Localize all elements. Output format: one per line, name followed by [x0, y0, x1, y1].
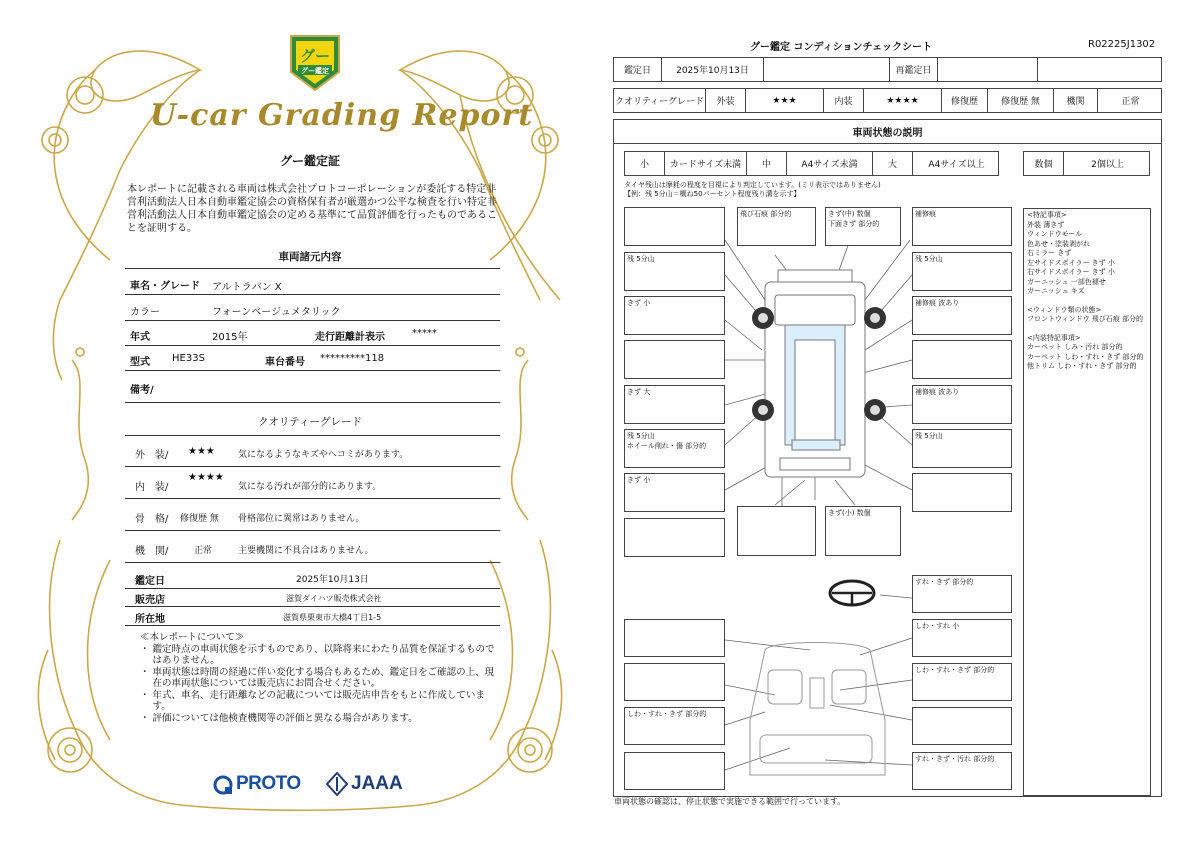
color-value: フォーンベージュメタリック — [212, 307, 341, 318]
exterior-stars: ★★★ — [188, 446, 215, 457]
quality-section-title: クオリティーグレード — [258, 416, 362, 428]
address-value: 滋賀県栗東市大橋4丁目1-5 — [283, 613, 382, 622]
note-box-int-front: しわ・すれ 小 — [912, 619, 1012, 657]
note-box-tire-rr: 残 5分山 — [912, 429, 1012, 468]
divider — [125, 530, 500, 531]
frame-comment: 骨格部位に異常はありません。 — [238, 514, 365, 524]
mileage-label: 走行距離計表示 — [315, 332, 385, 343]
special-note: 右サイドスポイラー きず 小 — [1027, 268, 1115, 276]
divider — [125, 345, 500, 346]
divider — [125, 562, 500, 563]
inspection-date-value: 2025年10月13日 — [296, 575, 369, 585]
remarks-label: 備考/ — [130, 385, 154, 396]
note-box-left-fender: きず 小 — [624, 296, 725, 335]
mileage-value: ***** — [412, 328, 437, 339]
exterior-comment: 気になるようなキズやヘコミがあります。 — [238, 450, 409, 460]
special-notes-panel — [1023, 208, 1151, 796]
grade-row — [613, 88, 1162, 113]
sheet-footer: 車両状態の確認は、停止状態で実施できる範囲で行っています。 — [614, 797, 846, 806]
divider — [125, 320, 500, 321]
ext-value: ★★★ — [746, 89, 824, 112]
reinspect-value — [938, 58, 1038, 81]
special-note: 外装 薄きず — [1027, 220, 1065, 229]
divider — [125, 435, 500, 436]
proto-logo-icon — [213, 774, 235, 796]
engine-value: 正常 — [194, 546, 213, 556]
note-box-rear-bumper: きず(小) 数個 — [825, 506, 901, 556]
frame-label: 骨 格/ — [135, 514, 169, 525]
model-label: 型式 — [130, 357, 150, 368]
certificate-statement: 本レポートに記載される車両は株式会社プロトコーポレーションが委託する特定非営利活動法人日本自動車鑑定協会の資格保有者が厳選かつ公平な検査を行い特定非営利活動法人日本自動車鑑定協会の定める基準にて品質評価を行ったものであることを証明する。 — [127, 184, 497, 234]
note-box — [624, 752, 725, 790]
note-box — [624, 207, 725, 246]
special-note: 右ミラー きず — [1027, 249, 1072, 257]
year-label: 年式 — [130, 332, 150, 343]
count-legend — [1023, 151, 1150, 176]
note-item: ・ 鑑定時点の車両状態を示すものであり、以降将来にわたり品質を保証するものではありません。 — [140, 643, 495, 666]
sheet-code: R02225J1302 — [1088, 39, 1156, 50]
interior-note: カーペット しわ・すれ・きず 部分的 — [1027, 352, 1144, 361]
certificate-title: グー鑑定証 — [279, 154, 340, 168]
divider — [125, 625, 500, 626]
note-box-int-left: しわ・すれ・きず 部分的 — [624, 707, 725, 745]
grade-label: クオリティーグレード — [614, 89, 706, 112]
address-label: 所在地 — [135, 614, 165, 625]
special-notes-title: <特記事項> — [1027, 211, 1067, 219]
jaaa-logo: JAAA — [351, 773, 403, 794]
note-item: ・ 評価については他検査機関等の評価と異なる場合があります。 — [140, 712, 418, 724]
divider — [125, 268, 500, 269]
frame-value: 修復歴 無 — [180, 514, 219, 524]
badge-label: グー鑑定 — [301, 67, 329, 75]
engine-value: 正常 — [1121, 97, 1140, 107]
date-value: 2025年10月13日 — [662, 58, 764, 81]
int-label: 内装 — [824, 89, 864, 112]
repair-value: 修復歴 無 — [988, 89, 1054, 112]
note-box-int-rear: すれ・きず・汚れ 部分的 — [912, 752, 1012, 790]
window-note: フロントウィンドウ 飛び石痕 部分的 — [1027, 315, 1144, 323]
divider — [613, 143, 1162, 144]
tire-note: タイヤ残山は摩耗の程度を目視により判定しています。(ミリ表示ではありません) — [624, 181, 881, 189]
divider — [125, 370, 500, 371]
dealer-value: 滋賀ダイハツ販売株式会社 — [286, 594, 382, 603]
date-blank — [764, 58, 890, 81]
notes-title: ≪本レポートについて≫ — [140, 632, 245, 643]
divider — [125, 498, 500, 499]
repair-label: 修復歴 — [942, 89, 988, 112]
note-box-tire-fl: 残 5分山 — [624, 252, 725, 291]
model-value: HE33S — [172, 353, 205, 364]
note-box-front-right: 補修痕 — [912, 207, 1012, 246]
dealer-label: 販売店 — [135, 595, 165, 606]
size-large: 大 — [873, 152, 913, 175]
note-box-front-bumper: きず(中) 数個 下面きず 部分的 — [825, 207, 901, 246]
size-large-desc: A4サイズ以上 — [928, 160, 985, 170]
special-note: ガーニッシュ キズ — [1027, 287, 1085, 295]
size-legend — [624, 151, 999, 176]
note-box-tire-fr: 残 5分山 — [912, 252, 1012, 291]
interior-comment: 気になる汚れが部分的にあります。 — [238, 482, 382, 492]
note-box-int-seat: しわ・すれ・きず 部分的 — [912, 663, 1012, 701]
goo-appraisal-badge — [287, 30, 343, 94]
engine-label: 機 関/ — [135, 546, 169, 557]
engine-comment: 主要機関に不具合はありません。 — [238, 546, 374, 556]
size-small: 小 — [625, 152, 665, 175]
report-notes — [140, 632, 500, 724]
interior-note: カーペット しみ・汚れ 部分的 — [1027, 343, 1123, 351]
count-desc: 2個以上 — [1091, 160, 1124, 170]
size-mid-desc: A4サイズ未満 — [787, 152, 873, 175]
divider — [125, 402, 500, 403]
spec-section-title: 車両諸元内容 — [278, 251, 342, 263]
svg-text:グー: グー — [299, 47, 331, 65]
sheet-title: グー鑑定 コンディションチェックシート — [750, 42, 933, 53]
window-notes-title: <ウィンドウ類の状態> — [1027, 305, 1102, 314]
note-box-right-fender: 補修痕 波あり — [912, 296, 1012, 335]
note-box-right-door: 補修痕 波あり — [912, 385, 1012, 424]
note-box — [912, 473, 1012, 512]
proto-logo: PROTO — [236, 773, 301, 794]
note-item: ・ 車両状態は時間の経過に伴い変化する場合もあるため、鑑定日をご確認の上、現在の車両状態については販売店にお問合せください。 — [140, 666, 495, 689]
ext-label: 外装 — [706, 89, 746, 112]
note-box-front-glass: 飛び石痕 部分的 — [737, 207, 816, 246]
special-note: ウィンドウモール — [1027, 230, 1083, 238]
interior-notes-title: <内装特記事項> — [1027, 333, 1081, 342]
color-label: カラー — [130, 307, 160, 318]
int-value: ★★★★ — [864, 89, 942, 112]
interior-label: 内 装/ — [135, 482, 169, 493]
note-box — [624, 619, 725, 657]
size-small-desc: カードサイズ未満 — [665, 152, 747, 175]
tire-example: 【例：残 5分山＝概ね50パーセント程度残り溝を示す】 — [624, 190, 801, 198]
report-script-title: U-car Grading Report — [150, 98, 534, 133]
note-box — [624, 340, 725, 379]
vehicle-name-value: アルトラパン X — [212, 282, 282, 293]
chassis-value: *********118 — [320, 353, 385, 364]
chassis-label: 車台番号 — [265, 357, 305, 368]
inspection-date-label: 鑑定日 — [135, 576, 165, 587]
divider — [125, 466, 500, 467]
divider — [125, 588, 500, 589]
note-box — [912, 707, 1012, 745]
note-box — [624, 518, 725, 557]
reinspect-label: 再鑑定日 — [890, 58, 938, 81]
date-label: 鑑定日 — [614, 58, 662, 81]
note-box — [737, 506, 816, 556]
note-box-steering: すれ・きず 部分的 — [912, 575, 1012, 613]
divider — [125, 606, 500, 607]
jaaa-logo-icon — [326, 772, 348, 796]
date-row — [613, 57, 1162, 82]
count-label: 数個 — [1024, 152, 1064, 175]
interior-stars: ★★★★ — [188, 472, 224, 483]
year-value: 2015年 — [212, 332, 248, 343]
note-box-left-door: きず 大 — [624, 385, 725, 424]
special-note: 色あせ・塗装剥がれ — [1027, 239, 1090, 248]
special-note: ガーニッシュ 一部色褪せ — [1027, 277, 1106, 286]
divider — [125, 294, 500, 295]
interior-note: 他トリム しわ・すれ・きず 部分的 — [1027, 362, 1137, 370]
size-mid: 中 — [747, 152, 787, 175]
condition-section-title: 車両状態の説明 — [852, 128, 923, 139]
vehicle-name-label: 車名・グレード — [130, 281, 200, 292]
engine-label: 機関 — [1054, 89, 1098, 112]
note-box — [624, 663, 725, 701]
exterior-label: 外 装/ — [135, 450, 169, 461]
note-box — [912, 340, 1012, 379]
note-box-rear-left: きず 小 — [624, 473, 725, 512]
note-box-tire-rl: 残 5分山 ホイール削れ・傷 部分的 — [624, 429, 725, 468]
note-item: ・ 年式、車名、走行距離などの記載については販売店申告をもとに作成しています。 — [140, 689, 485, 712]
special-note: 左サイドスポイラー きず 小 — [1027, 258, 1115, 267]
